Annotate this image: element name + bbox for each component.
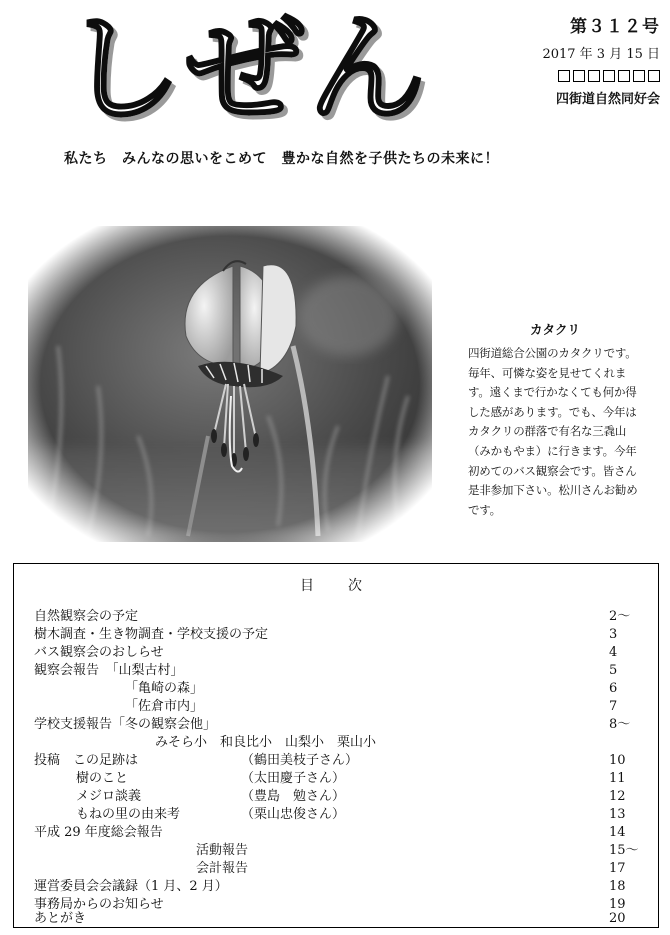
toc-page: 20 (609, 911, 626, 926)
caption-line: した感があります。でも、今年は (468, 404, 637, 419)
toc-page: 11 (609, 771, 626, 786)
toc-label: 「亀崎の森」 (125, 681, 204, 696)
toc-page: 17 (609, 861, 626, 876)
toc-label: もねの里の由来考 (76, 807, 181, 822)
toc-row[interactable] (34, 860, 638, 878)
toc-page: 15〜 (609, 843, 639, 858)
dogtooth-violet-photo (28, 226, 432, 542)
caption-line: です。 (468, 502, 501, 517)
toc-page: 8〜 (609, 717, 631, 732)
toc-author: （太田慶子さん） (241, 771, 346, 786)
toc-row[interactable] (34, 752, 638, 770)
toc-row[interactable] (34, 608, 638, 626)
toc-label: 樹木調査・生き物調査・学校支援の予定 (34, 627, 269, 642)
toc-label: メジロ談義 (76, 789, 142, 804)
square-box (633, 70, 645, 82)
toc-heading: 目 次 (300, 578, 372, 594)
toc-label: 「佐倉市内」 (125, 699, 204, 714)
toc-page: 7 (609, 699, 618, 714)
toc-row[interactable] (34, 910, 638, 928)
toc-page: 5 (609, 663, 618, 678)
toc-row[interactable] (34, 806, 638, 824)
caption-line: 初めてのバス観察会です。皆さん (468, 463, 637, 478)
toc-page: 19 (609, 897, 626, 912)
issue-number: 第３１２号 (570, 17, 660, 37)
toc-row[interactable] (34, 662, 638, 680)
caption-line: カタクリの群落で有名な三毳山 (468, 424, 627, 439)
toc-label: 樹のこと (76, 771, 129, 786)
toc-page: 10 (609, 753, 626, 768)
toc-row[interactable] (34, 824, 638, 842)
toc-label: 活動報告 (196, 843, 249, 858)
toc-page: 3 (609, 627, 618, 642)
toc-label: 平成 29 年度総会報告 (34, 825, 163, 840)
toc-row[interactable] (34, 644, 638, 662)
toc-page: 13 (609, 807, 626, 822)
toc-row[interactable] (34, 626, 638, 644)
toc-author: （鶴田美枝子さん） (241, 753, 359, 768)
photo-caption (468, 320, 666, 520)
toc-page: 12 (609, 789, 626, 804)
masthead-title: しぜん (64, 6, 431, 128)
caption-line: 四街道総合公園のカタクリです。 (468, 346, 637, 360)
toc-label: 学校支援報告「冬の観察会他」 (34, 717, 217, 732)
square-box (588, 70, 600, 82)
square-box (618, 70, 630, 82)
table-of-contents (13, 563, 659, 928)
caption-line: （みかもやま）に行きます。今年 (468, 443, 637, 458)
toc-page: 2〜 (609, 609, 631, 624)
toc-row[interactable] (34, 698, 638, 716)
square-box (603, 70, 615, 82)
toc-label: 観察会報告 「山梨古村」 (34, 663, 184, 678)
caption-line: 是非参加下さい。松川さんお勧め (468, 483, 638, 498)
toc-row[interactable] (34, 788, 638, 806)
toc-label: 投稿 この足跡は (34, 753, 139, 768)
caption-line: 毎年、可憐な姿を見せてくれま (468, 365, 627, 380)
caption-title: カタクリ (530, 322, 581, 337)
toc-label: あとがき (34, 911, 87, 926)
square-box (573, 70, 585, 82)
toc-label: バス観察会のおしらせ (34, 645, 164, 660)
masthead-title-graphic (60, 6, 500, 128)
publisher: 四街道自然同好会 (555, 92, 660, 107)
toc-label: 運営委員会会議録（1 月、2 月） (34, 879, 228, 894)
toc-label: 会計報告 (196, 861, 249, 876)
toc-page: 14 (609, 825, 626, 840)
toc-label: みそら小 和良比小 山梨小 栗山小 (155, 735, 377, 750)
toc-label: 自然観察会の予定 (34, 609, 139, 624)
checkbox-row (510, 70, 660, 82)
toc-author: （豊島 勉さん） (241, 789, 346, 804)
issue-info (510, 12, 660, 107)
masthead-logo (60, 6, 500, 132)
toc-page: 6 (609, 681, 618, 696)
toc-row[interactable] (34, 878, 638, 896)
issue-date: 2017 年 3 月 15 日 (542, 47, 660, 62)
toc-author: （栗山忠俊さん） (241, 807, 346, 822)
toc-row[interactable] (34, 842, 638, 860)
toc-label: 事務局からのお知らせ (34, 897, 164, 912)
toc-row[interactable] (34, 680, 638, 698)
toc-row (34, 734, 638, 752)
toc-page: 18 (609, 879, 626, 894)
square-box (558, 70, 570, 82)
toc-row[interactable] (34, 770, 638, 788)
toc-page: 4 (609, 645, 618, 660)
square-box (648, 70, 660, 82)
tagline: 私たち みんなの思いをこめて 豊かな自然を子供たちの未来に！ (64, 151, 499, 167)
toc-row[interactable] (34, 716, 638, 734)
caption-body (468, 344, 666, 520)
caption-line: す。遠くまで行かなくても何か得 (468, 385, 637, 400)
